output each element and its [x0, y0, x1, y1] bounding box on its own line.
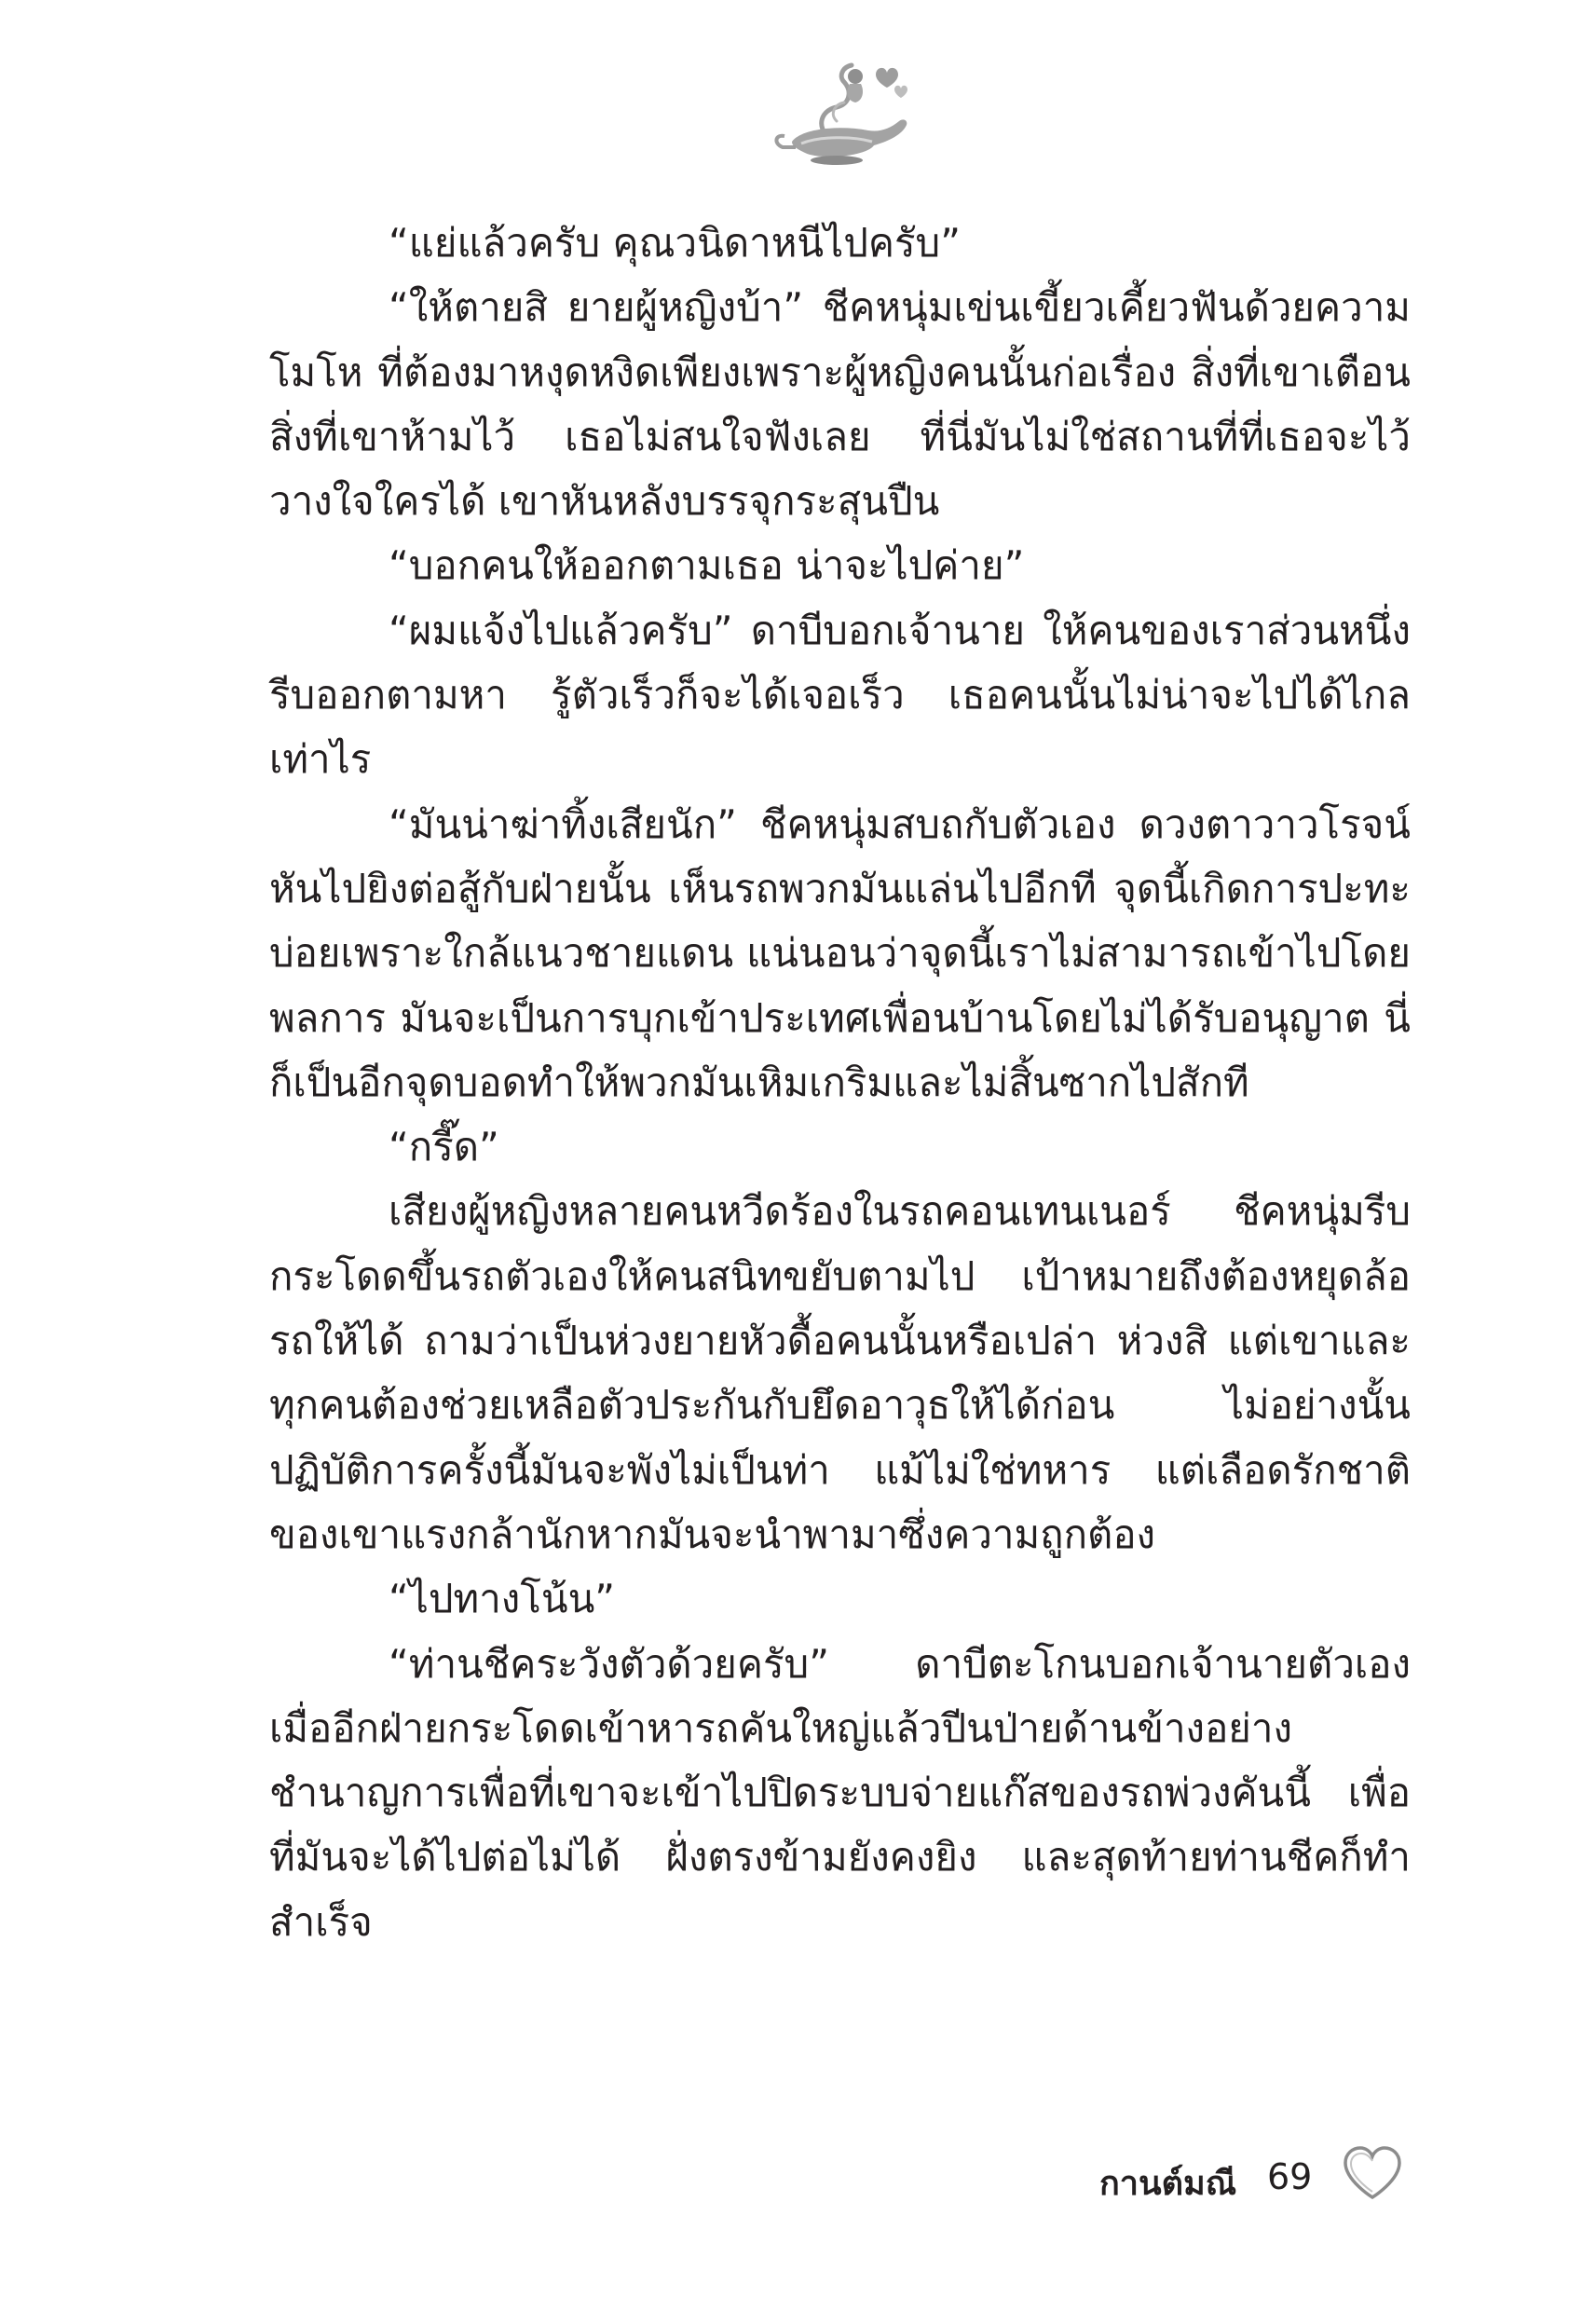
page-footer — [1099, 2143, 1416, 2218]
paragraph: “ผมแจ้งไปแล้วครับ” ดาบีบอกเจ้านาย ให้คนของเราส่วนหนึ่งรีบออกตามหา รู้ตัวเร็วก็จะได้เจอเร็ว เธอคนนั้นไม่น่าจะไปได้ไกลเท่าไร — [269, 607, 1411, 783]
paragraph: “ไปทางโน้น” — [389, 1576, 616, 1622]
page-number: 69 — [1267, 2156, 1313, 2197]
main-text — [269, 211, 1411, 1954]
paragraph: “ท่านชีคระวังตัวด้วยครับ” ดาบีตะโกนบอกเจ้านายตัวเอง เมื่ออีกฝ่ายกระโดดเข้าหารถคันใหญ่แล้วปีนป่ายด้านข้างอย่างชำนาญการเพื่อที่เขาจะเข้าไปปิดระบบจ่ายแก๊สของรถพ่วงคันนี้ เพื่อที่มันจะได้ไปต่อไม่ได้ ฝั่งตรงข้ามยังคงยิง และสุดท้ายท่านชีคก็ทำสำเร็จ — [269, 1640, 1411, 1945]
paragraph: เสียงผู้หญิงหลายคนหวีดร้องในรถคอนเทนเนอร์ ชีคหนุ่มรีบกระโดดขึ้นรถตัวเองให้คนสนิทขยับตามไป เป้าหมายถึงต้องหยุดล้อรถให้ได้ ถามว่าเป็นห่วงยายหัวดื้อคนนั้นหรือเปล่า ห่วงสิ แต่เขาและทุกคนต้องช่วยเหลือตัวประกันกับยึดอาวุธให้ได้ก่อน ไม่อย่างนั้นปฏิบัติการครั้งนี้มันจะพังไม่เป็นท่า แม้ไม่ใช่ทหาร แต่เลือดรักชาติของเขาแรงกล้านักหากมันจะนำพามาซึ่งความถูกต้อง — [269, 1188, 1411, 1557]
paragraph: “แย่แล้วครับ คุณวนิดาหนีไปครับ” — [389, 220, 961, 266]
paragraph: “ให้ตายสิ ยายผู้หญิงบ้า” ชีคหนุ่มเข่นเขี้ยวเคี้ยวฟันด้วยความโมโห ที่ต้องมาหงุดหงิดเพียงเพราะผู้หญิงคนนั้นก่อเรื่อง สิ่งที่เขาเตือน สิ่งที่เขาห้ามไว้ เธอไม่สนใจฟังเลย ที่นี่มันไม่ใช่สถานที่ที่เธอจะไว้วางใจใครได้ เขาหันหลังบรรจุกระสุนปืน — [269, 284, 1411, 525]
paragraph: “มันน่าฆ่าทิ้งเสียนัก” ชีคหนุ่มสบถกับตัวเอง ดวงตาวาวโรจน์หันไปยิงต่อสู้กับฝ่ายนั้น เห็นรถพวกมันแล่นไปอีกที จุดนี้เกิดการปะทะบ่อยเพราะใกล้แนวชายแดน แน่นอนว่าจุดนี้เราไม่สามารถเข้าไปโดยพลการ มันจะเป็นการบุกเข้าประเทศเพื่อนบ้านโดยไม่ได้รับอนุญาต นี่ก็เป็นอีกจุดบอดทำให้พวกมันเหิมเกริมและไม่สิ้นซากไปสักที — [269, 800, 1411, 1105]
genie-lamp-icon — [764, 56, 922, 168]
heart-outline-icon — [1340, 2143, 1405, 2203]
paragraph: “กรี๊ด” — [389, 1124, 499, 1170]
footer-title: กานต์มณี — [1099, 2165, 1237, 2203]
paragraph: “บอกคนให้ออกตามเธอ น่าจะไปค่าย” — [389, 542, 1025, 589]
